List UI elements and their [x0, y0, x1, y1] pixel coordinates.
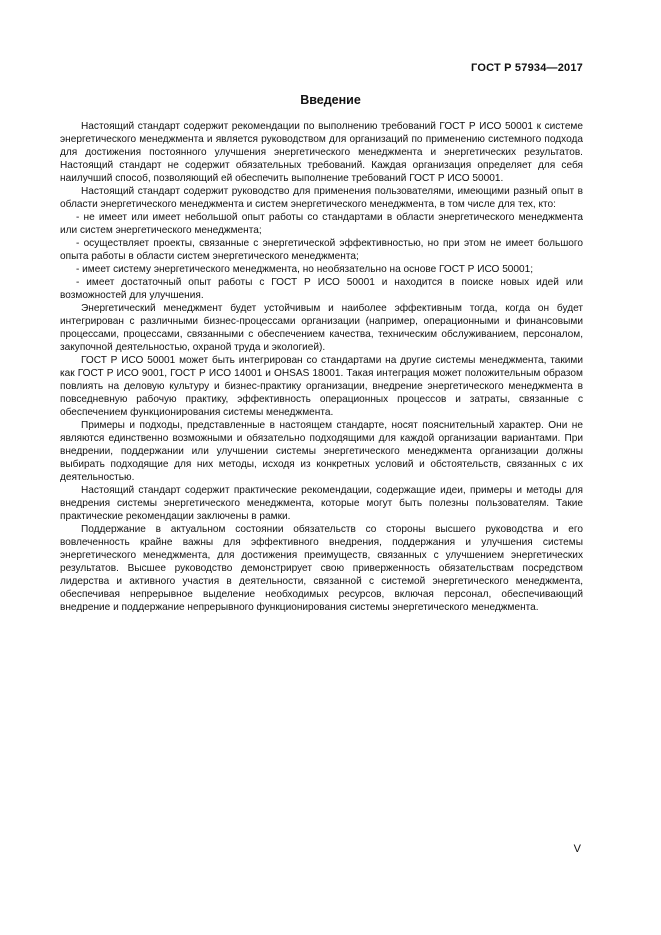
paragraph: Настоящий стандарт содержит практические рекомендации, содержащие идеи, примеры и методы для внедрения системы энергетического менеджмента, которые могут быть полезны пользователям. Такие практические рекомендации заключены в рамки.: [60, 485, 583, 522]
list-item: - имеет систему энергетического менеджмента, но необязательно на основе ГОСТ Р ИСО 50001;: [76, 264, 534, 275]
document-body: [60, 120, 583, 614]
page-number: V: [573, 843, 581, 855]
list-item: - не имеет или имеет небольшой опыт работы со стандартами в области энергетического менеджмента или систем энергетического менеджмента;: [60, 212, 583, 236]
list-item: - имеет достаточный опыт работы с ГОСТ Р ИСО 50001 и находится в поиске новых идей или возможностей для улучшения.: [60, 277, 583, 301]
paragraph: ГОСТ Р ИСО 50001 может быть интегрирован со стандартами на другие системы менеджмента, такими как ГОСТ Р ИСО 9001, ГОСТ Р ИСО 14001 и OHSAS 18001. Такая интеграция может положительным образом повлиять на деловую культуру и бизнес-практику организации, внедрение энергетического менеджмента в повседневную рабочую практику, эффективность операционных процессов и затраты, связанные с обеспечением функционирования системы менеджмента.: [60, 355, 583, 418]
paragraph: Поддержание в актуальном состоянии обязательств со стороны высшего руководства и его вовлеченность крайне важны для эффективного внедрения, поддержания и улучшения системы энергетического менеджмента, для достижения преимуществ, связанных с улучшением энергетических результатов. Высшее руководство демонстрирует свою приверженность обязательствам посредством лидерства и активного участия в деятельности, связанной с системой энергетического менеджмента, обеспечивая непрерывное выделение необходимых ресурсов, включая персонал, обеспечивающий внедрение и поддержание непрерывного функционирования системы энергетического менеджмента.: [60, 524, 583, 613]
section-title: Введение: [300, 93, 361, 107]
paragraph: Энергетический менеджмент будет устойчивым и наиболее эффективным тогда, когда он будет интегрирован с различными бизнес-процессами организации (например, операционными и финансовыми процессами, процессами, связанными с обеспечением качества, техническим обслуживанием, персоналом, закупочной деятельностью, охраной труда и экологией).: [60, 303, 583, 353]
paragraph: Настоящий стандарт содержит руководство для применения пользователями, имеющими разный опыт в области энергетического менеджмента и систем энергетического менеджмента, в том числе для тех, кто:: [60, 186, 583, 210]
list-item: - осуществляет проекты, связанные с энергетической эффективностью, но при этом не имеет большого опыта работы в области систем энергетического менеджмента;: [60, 238, 583, 262]
paragraph: Настоящий стандарт содержит рекомендации по выполнению требований ГОСТ Р ИСО 50001 к системе энергетического менеджмента и является руководством для организаций по применению системного подхода для достижения постоянного улучшения энергетического менеджмента и энергетических результатов. Настоящий стандарт не содержит обязательных требований. Каждая организация определяет для себя наилучший способ, позволяющий ей обеспечить выполнение требований ГОСТ Р ИСО 50001.: [60, 121, 583, 184]
document-code-header: ГОСТ Р 57934—2017: [471, 62, 583, 74]
paragraph: Примеры и подходы, представленные в настоящем стандарте, носят пояснительный характер. Они не являются единственно возможными и обязательно подходящими для каждой организации вариантами. При внедрении, поддержании или улучшении системы энергетического менеджмента организации должны выбирать подходящие для них методы, исходя из конкретных условий и обстоятельств, связанных с их деятельностью.: [60, 420, 583, 483]
